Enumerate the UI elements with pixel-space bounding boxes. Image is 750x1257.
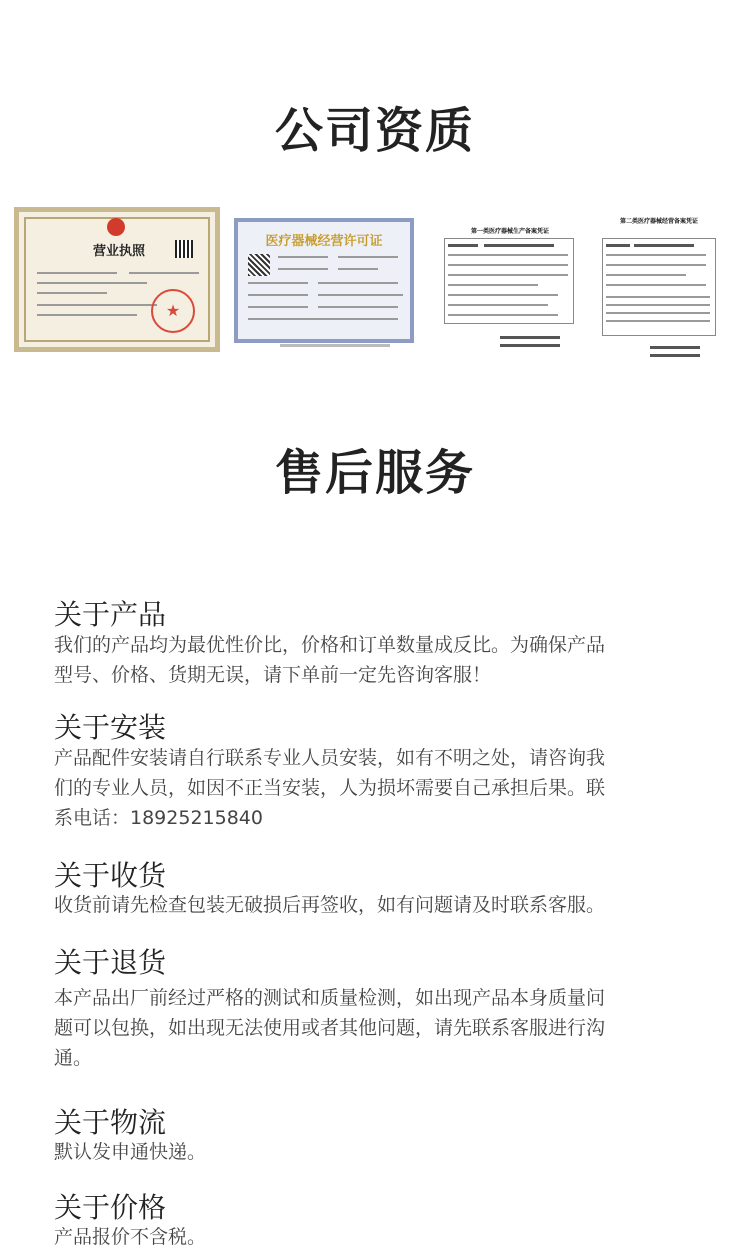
item-line: 通。 xyxy=(54,1047,93,1069)
item-line: 题可以包换，如出现无法使用或者其他问题，请先联系客服进行沟 xyxy=(54,1017,606,1039)
national-emblem-icon xyxy=(107,218,125,236)
aftersales-title: 售后服务 xyxy=(274,445,475,501)
item-body-product xyxy=(54,630,654,690)
item-line: 本产品出厂前经过严格的测试和质量检测，如出现产品本身质量问 xyxy=(54,987,606,1009)
item-line: 产品报价不含税。 xyxy=(54,1226,207,1248)
qualification-title: 公司资质 xyxy=(274,103,475,159)
item-line: 产品配件安装请自行联系专业人员安装，如有不明之处，请咨询我 xyxy=(54,747,606,769)
item-line: 我们的产品均为最优性价比，价格和订单数量成反比。为确保产品 xyxy=(54,634,606,656)
item-body-returns xyxy=(54,983,654,1073)
first-class-record-certificate-image xyxy=(440,226,580,351)
red-seal-icon: ★ xyxy=(151,289,195,333)
item-heading-product: 关于产品 xyxy=(54,598,167,631)
item-body-logistics xyxy=(54,1137,654,1167)
item-body-installation xyxy=(54,743,654,833)
item-heading-returns: 关于退货 xyxy=(54,946,167,979)
item-line: 型号、价格、货期无误，请下单前一定先咨询客服！ xyxy=(54,664,492,686)
qr-code-icon xyxy=(248,254,270,276)
item-body-receiving xyxy=(54,890,654,920)
second-class-record-certificate-image xyxy=(600,216,718,361)
item-line: 们的专业人员，如因不正当安装，人为损坏需要自己承担后果。联 xyxy=(54,777,606,799)
medical-license-title: 医疗器械经营许可证 xyxy=(265,234,383,249)
medical-device-license-image xyxy=(234,218,414,343)
item-line: 默认发申通快递。 xyxy=(54,1141,207,1163)
item-heading-price: 关于价格 xyxy=(54,1191,167,1224)
item-body-price xyxy=(54,1222,654,1252)
business-license-title: 营业执照 xyxy=(92,244,145,259)
item-line: 系电话：18925215840 xyxy=(54,807,263,829)
business-license-image xyxy=(14,207,220,352)
item-line: 收货前请先检查包装无破损后再签收，如有问题请及时联系客服。 xyxy=(54,894,606,916)
record-cert-1-title: 第一类医疗器械生产备案凭证 xyxy=(470,228,549,235)
qr-code-icon xyxy=(175,240,193,258)
item-heading-logistics: 关于物流 xyxy=(54,1106,167,1139)
item-heading-receiving: 关于收货 xyxy=(54,859,167,892)
item-heading-installation: 关于安装 xyxy=(54,711,167,744)
record-cert-2-title: 第二类医疗器械经营备案凭证 xyxy=(619,218,698,225)
